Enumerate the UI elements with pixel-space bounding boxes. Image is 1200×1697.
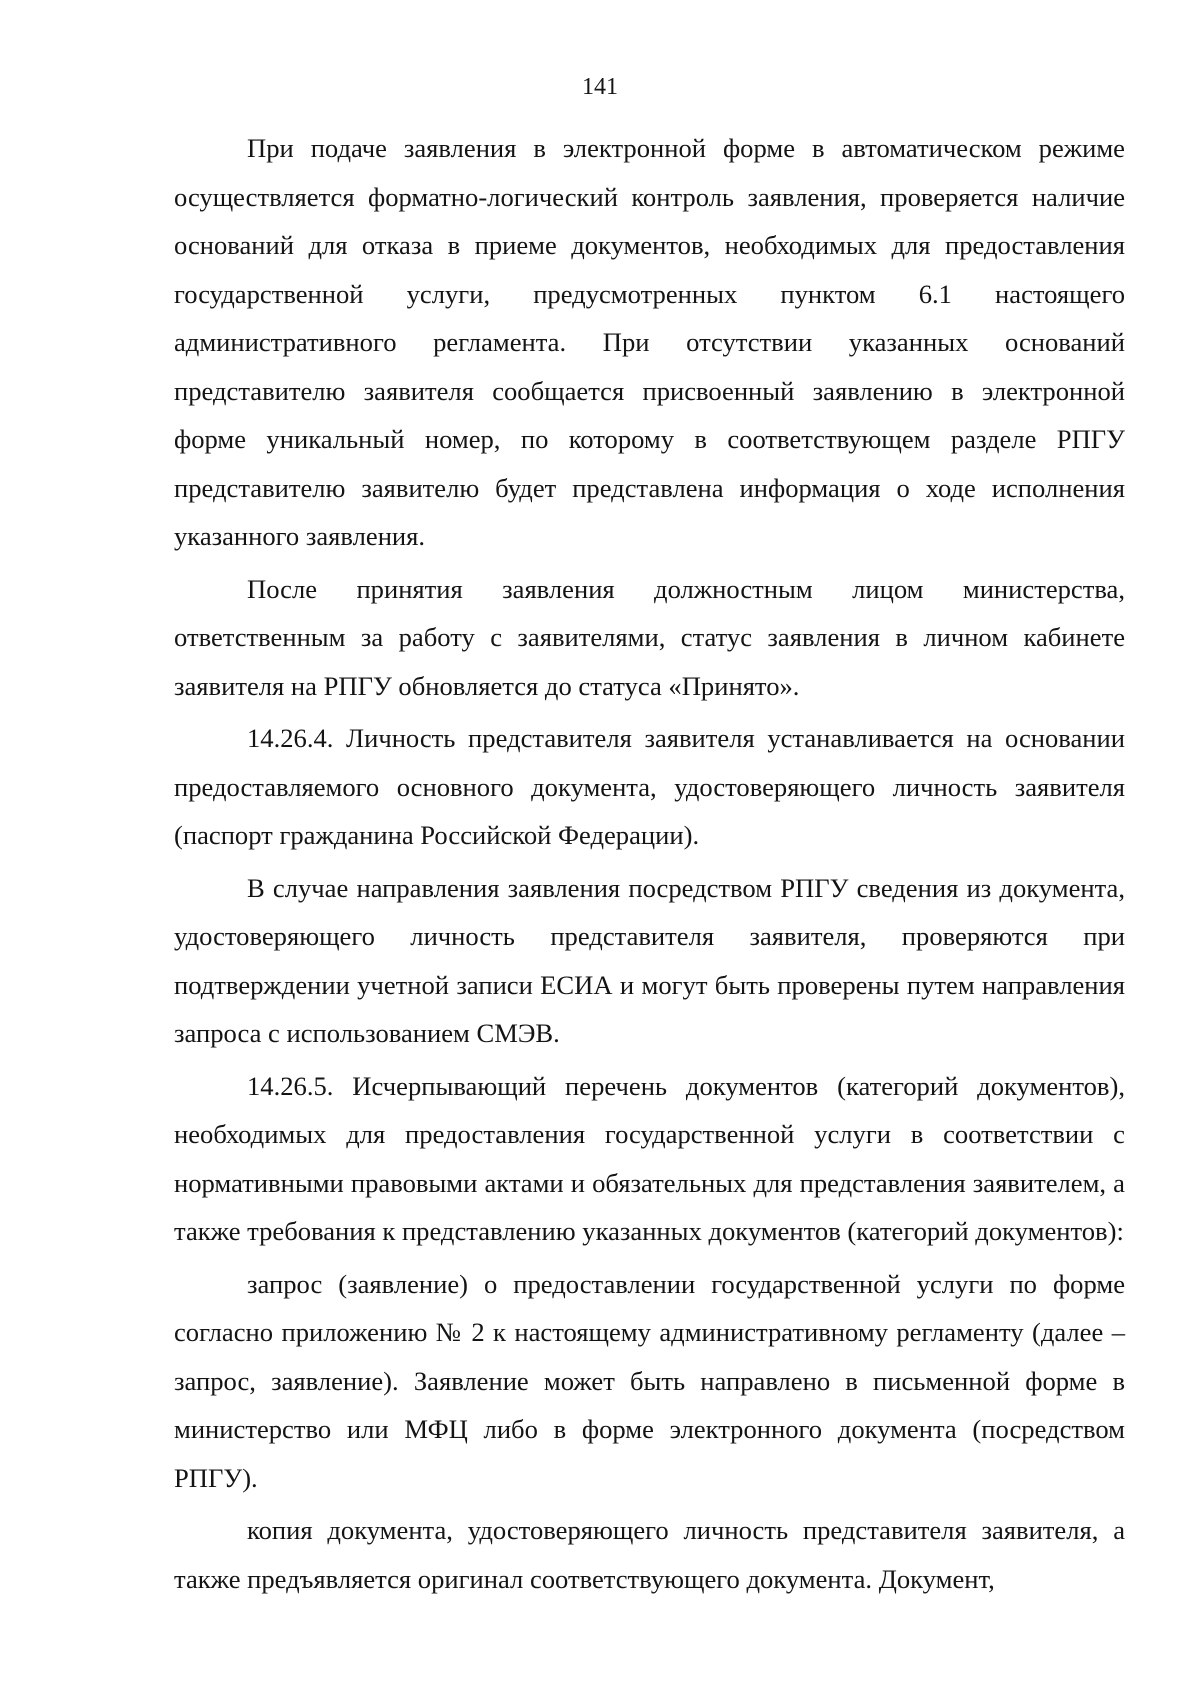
paragraph-application-status-accepted: После принятия заявления должностным лицом министерства, ответственным за работу с заявителями, статус заявления в личном кабинете заявителя на РПГУ обновляется до статуса «Принято». — [174, 573, 1125, 701]
paragraph-14-26-5-document-list: 14.26.5. Исчерпывающий перечень документов (категорий документов), необходимых для предоставления государственной услуги в соответствии с нормативными правовыми актами и обязательных для представления заявителем, а также требования к представлению указанных документов (категорий документов): — [174, 1070, 1125, 1246]
page-number: 141 — [582, 74, 618, 100]
document-body — [174, 124, 1125, 1603]
paragraph-14-26-4-identity: 14.26.4. Личность представителя заявителя устанавливается на основании предоставляемого основного документа, удостоверяющего личность заявителя (паспорт гражданина Российской Федерации). — [174, 723, 1125, 850]
paragraph-electronic-submission-check: При подаче заявления в электронной форме в автоматическом режиме осуществляется форматно-логический контроль заявления, проверяется наличие оснований для отказа в приеме документов, необходимых для предоставления государственной услуги, предусмотренных пунктом 6.1 настоящего административного регламента. При отсутствии указанных оснований представителю заявителя сообщается присвоенный заявлению в электронной форме уникальный номер, по которому в соответствующем разделе РПГУ представителю заявителю будет представлена информация о ходе исполнения указанного заявления. — [174, 133, 1125, 551]
paragraph-rpgu-identity-verification: В случае направления заявления посредством РПГУ сведения из документа, удостоверяющего личность представителя заявителя, проверяются при подтверждении учетной записи ЕСИА и могут быть проверены путем направления запроса с использованием СМЭВ. — [174, 872, 1125, 1048]
paragraph-application-request: запрос (заявление) о предоставлении государственной услуги по форме согласно приложению № 2 к настоящему административному регламенту (далее – запрос, заявление). Заявление может быть направлено в письменной форме в министерство или МФЦ либо в форме электронного документа (посредством РПГУ). — [174, 1268, 1125, 1493]
paragraph-identity-document-copy: копия документа, удостоверяющего личность представителя заявителя, а также предъявляется оригинал соответствующего документа. Документ, — [174, 1515, 1125, 1594]
